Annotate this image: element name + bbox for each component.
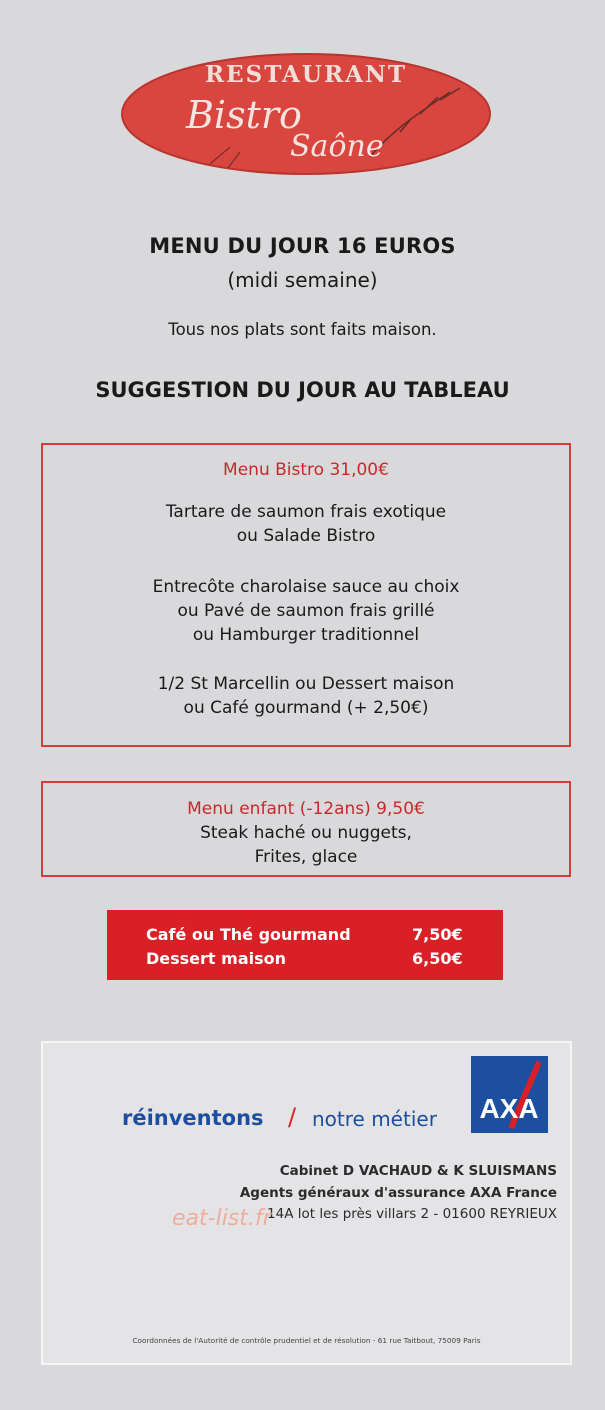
menu-line: 1/2 St Marcellin ou Dessert maison [157,674,455,694]
agency-name: Cabinet D VACHAUD & K SLUISMANS [279,1163,557,1179]
menu-line: ou Pavé de saumon frais grillé [177,601,435,621]
agency-address: 14A lot les près villars 2 - 01600 REYRIEUX [267,1206,557,1222]
extra-price: 6,50€ [412,949,463,968]
menu-line: ou Hamburger traditionnel [192,625,420,645]
menu-line: Steak haché ou nuggets, [200,823,412,843]
menu-bistro-title: Menu Bistro 31,00€ [223,460,389,480]
logo-oval [120,52,492,176]
menu-line: Tartare de saumon frais exotique [165,502,447,522]
extra-label: Café ou Thé gourmand [146,925,351,944]
logo-script-line1: Bistro [186,93,302,137]
menu-bistro-mains [41,575,571,647]
suggestion-heading: SUGGESTION DU JOUR AU TABLEAU [95,378,510,402]
menu-enfant-lines [41,821,571,869]
restaurant-logo [120,52,492,176]
menu-line: Entrecôte charolaise sauce au choix [152,577,460,597]
watermark: eat-list.fr [172,1206,272,1231]
menu-bistro-starters [41,500,571,548]
axa-slogan-slash: / [288,1103,297,1131]
page-subtitle: (midi semaine) [227,268,378,292]
logo-top-text: RESTAURANT [204,61,408,88]
axa-logo-text: AXA [479,1093,539,1124]
legal-footer: Coordonnées de l'Autorité de contrôle prudentiel et de résolution - 61 rue Taitbout, 75009 Paris [132,1336,481,1345]
menu-bistro-desserts [41,672,571,720]
menu-line: ou Café gourmand (+ 2,50€) [183,698,429,718]
logo-script-line2: Saône [290,129,384,164]
extra-price: 7,50€ [412,925,463,944]
page-title: MENU DU JOUR 16 EUROS [149,234,456,258]
agency-role: Agents généraux d'assurance AXA France [239,1185,557,1201]
menu-enfant-title: Menu enfant (-12ans) 9,50€ [187,799,425,819]
axa-logo-icon [471,1056,548,1133]
axa-slogan-bold: réinventons [122,1106,264,1130]
tagline: Tous nos plats sont faits maison. [168,320,437,339]
extras-banner [107,910,503,980]
menu-line: ou Salade Bistro [236,526,376,546]
axa-slogan-light: notre métier [312,1107,437,1131]
menu-line: Frites, glace [254,847,358,867]
axa-logo [471,1056,548,1133]
extra-label: Dessert maison [146,949,286,968]
